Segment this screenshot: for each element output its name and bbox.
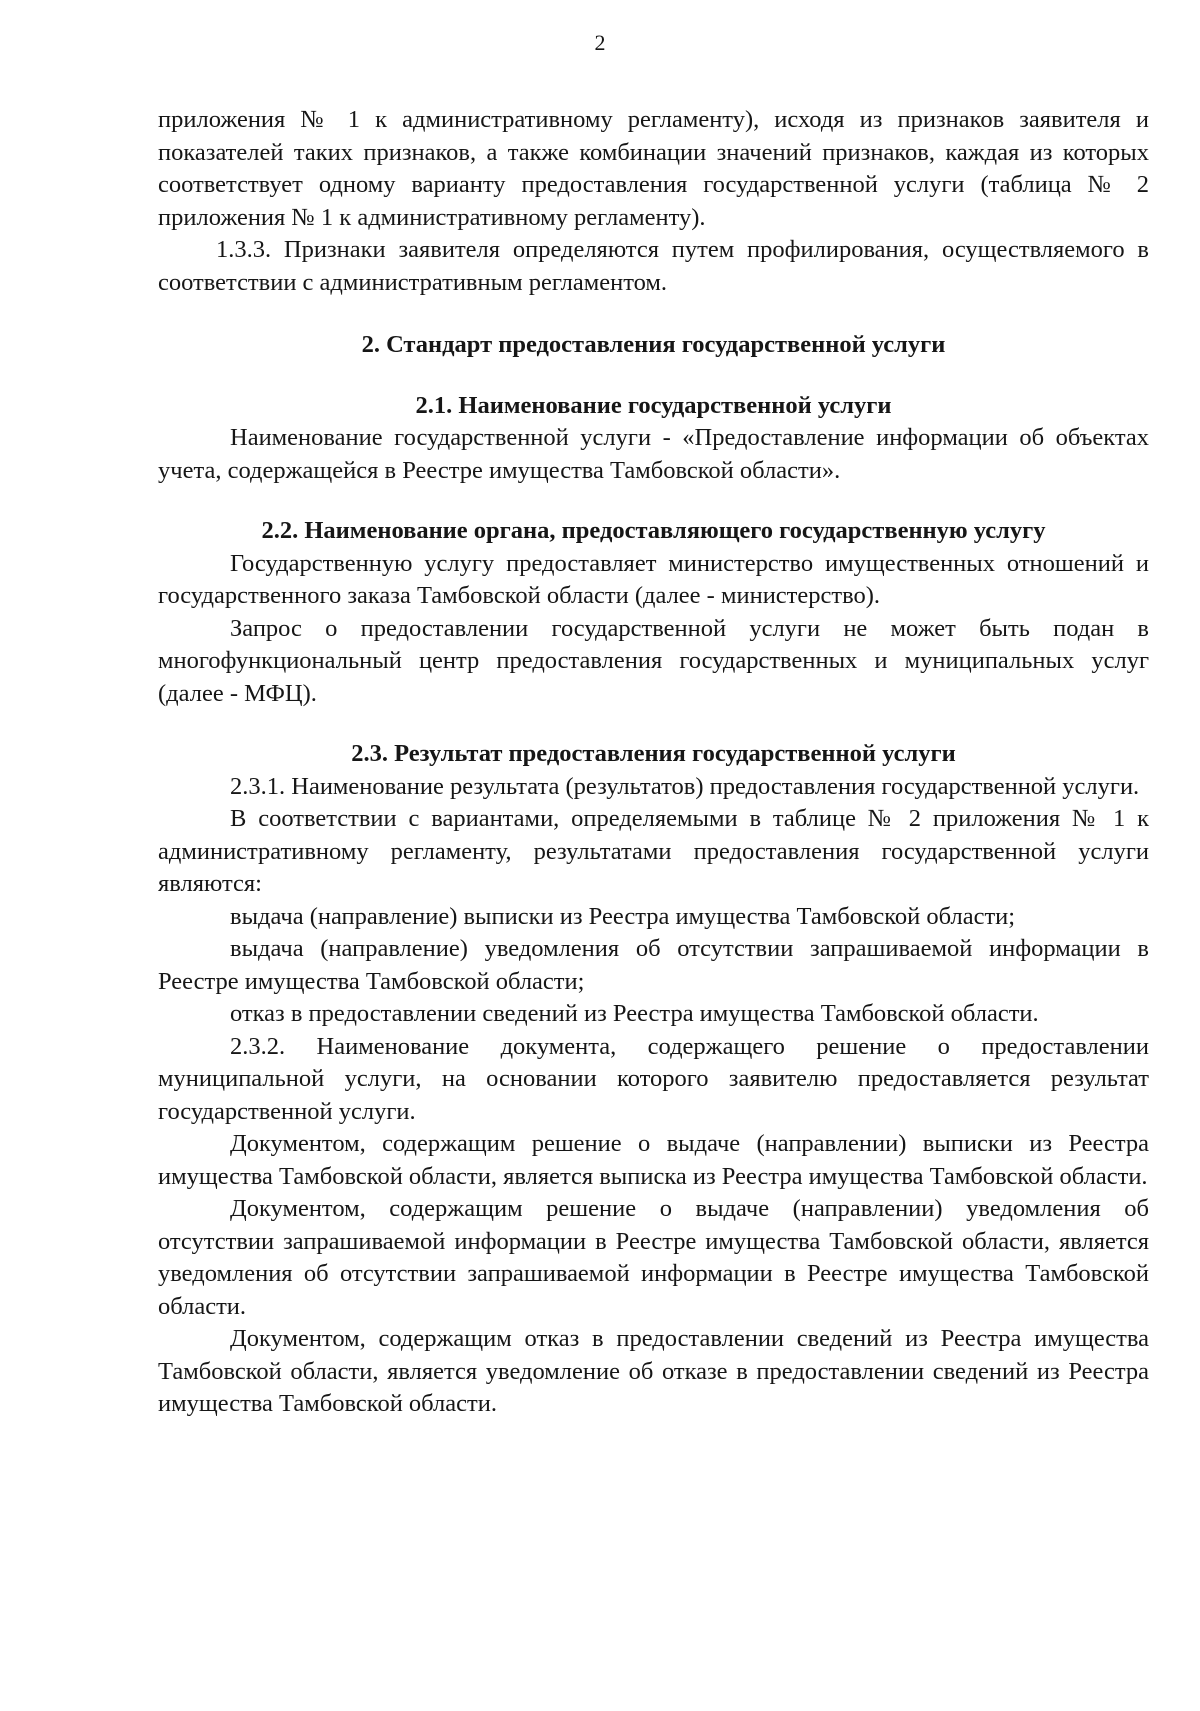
section-2-2-heading: 2.2. Наименование органа, предоставляющего государственную услугу [261, 517, 1046, 544]
result-item-1: выдача (направление) выписки из Реестра имущества Тамбовской области; [230, 902, 1016, 930]
section-2-1-heading: 2.1. Наименование государственной услуги [415, 391, 892, 419]
paragraph-1-3-3: 1.3.3. Признаки заявителя определяются путем профилирования, осуществляемого в соответствии с административным регламентом. [158, 236, 1149, 296]
section-2-1-text: Наименование государственной услуги - «Предоставление информации об объектах учета, содержащейся в Реестре имущества Тамбовской области». [158, 424, 1149, 484]
document-body [158, 104, 1149, 1421]
paragraph-2-3-2: 2.3.2. Наименование документа, содержащего решение о предоставлении муниципальной услуги, на основании которого заявителю предоставляется результат государственной услуги. [158, 1032, 1149, 1125]
section-2-2-text-1: Государственную услугу предоставляет министерство имущественных отношений и государственного заказа Тамбовской области (далее - министерство). [158, 549, 1149, 609]
result-item-3: отказ в предоставлении сведений из Реестра имущества Тамбовской области. [230, 1000, 1039, 1027]
section-2-3-heading: 2.3. Результат предоставления государственной услуги [351, 740, 956, 767]
section-2-2-text-2: Запрос о предоставлении государственной услуги не может быть подан в многофункциональный центр предоставления государственных и муниципальных услуг (далее - МФЦ). [158, 614, 1149, 707]
page-number: 2 [594, 30, 606, 55]
paragraph-2-3-2-text-3: Документом, содержащим отказ в предоставлении сведений из Реестра имущества Тамбовской области, является уведомление об отказе в предоставлении сведений из Реестра имущества Тамбовской области. [158, 1325, 1149, 1417]
paragraph-2-3-1-text: В соответствии с вариантами, определяемыми в таблице № 2 приложения № 1 к административному регламенту, результатами предоставления государственной услуги являются: [158, 805, 1149, 897]
result-item-2: выдача (направление) уведомления об отсутствии запрашиваемой информации в Реестре имущества Тамбовской области; [158, 935, 1149, 995]
paragraph-2-3-1: 2.3.1. Наименование результата (результатов) предоставления государственной услуги. [230, 772, 1140, 800]
section-2-heading: 2. Стандарт предоставления государственной услуги [361, 331, 946, 358]
paragraph-2-3-2-text-2: Документом, содержащим решение о выдаче (направлении) уведомления об отсутствии запрашиваемой информации в Реестре имущества Тамбовской области, является уведомления об отсутствии запрашиваемой информации в Реестре имущества Тамбовской области. [158, 1195, 1149, 1320]
paragraph-continuation: приложения № 1 к административному регламенту), исходя из признаков заявителя и показателей таких признаков, а также комбинации значений признаков, каждая из которых соответствует одному варианту предоставления государственной услуги (таблица № 2 приложения № 1 к административному регламенту). [158, 106, 1149, 231]
paragraph-2-3-2-text-1: Документом, содержащим решение о выдаче (направлении) выписки из Реестра имущества Тамбовской области, является выписка из Реестра имущества Тамбовской области. [158, 1130, 1149, 1190]
